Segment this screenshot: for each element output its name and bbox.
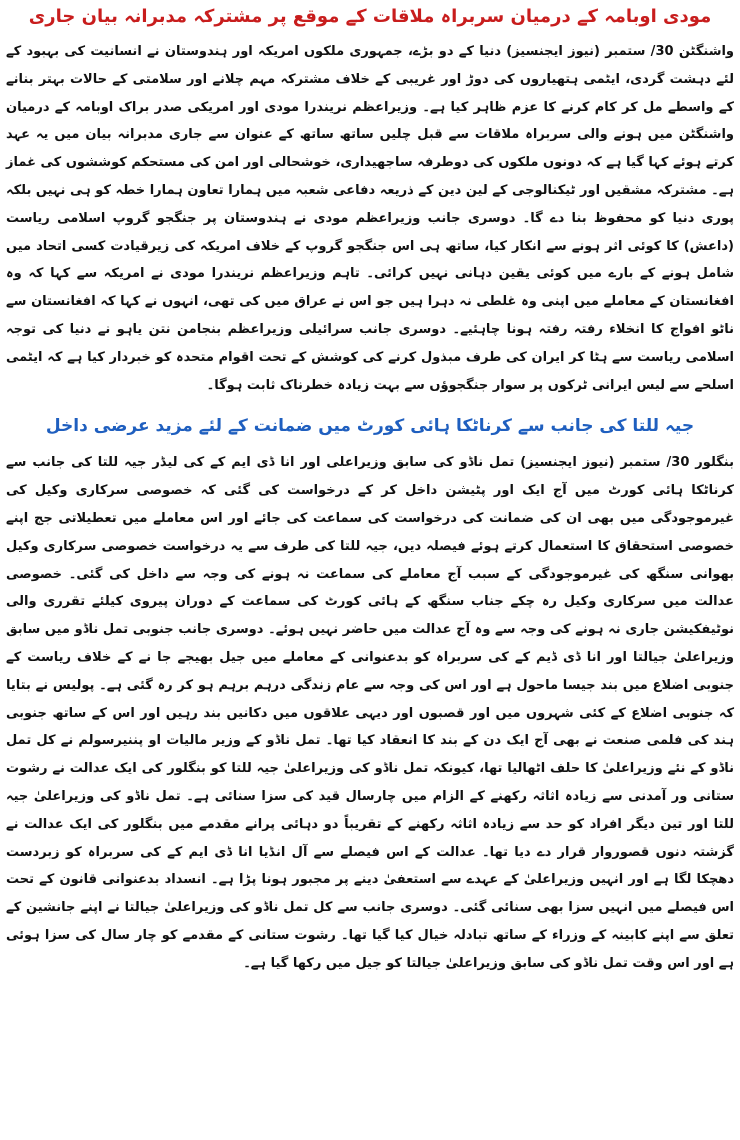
article2-body: بنگلور 30/ ستمبر (نیوز ایجنسیز) تمل ناڈو کی سابق وزیراعلی اور انا ڈی ایم کے کی لیڈر جیہ للتا کی جانب سے کرناٹکا ہائی کورٹ میں آج ایک اور پٹیشن داخل کر کے درخواست کی گئی کہ خصوصی سرکاری وکیل کی غیرموجودگی میں بھی ان کی ضمانت کی درخواست کی سماعت کی جائے اور اس معاملے میں تعطیلاتی جج اپنے خصوصی استحقاق کا استعمال کرتے ہوئے فیصلہ دیں، جیہ للتا کی طرف سے یہ درخواست خصوصی سرکاری وکیل بھوانی سنگھ کی غیرموجودگی کے سبب آج معاملے کی سماعت نہ ہونے کی وجہ سے داخل کی گئی۔ خصوصی عدالت میں سرکاری وکیل رہ چکے جناب سنگھ کے ہائی کورٹ کی سماعت کے دوران پیروی کیلئے تقرری والی نوٹیفکیشن جاری نہ ہونے کی وجہ سے وہ آج عدالت میں حاضر نہیں ہوئے۔ دوسری جانب جنوبی تمل ناڈو میں سابق وزیراعلیٰ جیالتا اور انا ڈی ڈیم کے کی سربراہ کو بدعنوانی کے معاملے میں جیل بھیجے جا نے کے خلاف ریاست کے جنوبی اضلاع میں بند جیسا ماحول ہے اور اس کی وجہ سے عام زندگی درہم برہم ہو کر رہ گئی ہے۔ پولیس نے بتایا کہ جنوبی اضلاع کے کئی شہروں میں اور قصبوں اور دیہی علاقوں میں دکانیں بند رہیں اور اس کے ساتھ جنوبی ہند کی فلمی صنعت نے بھی آج ایک دن کے بند کا انعقاد کیا تھا۔ تمل ناڈو کے وزیر مالیات او پننیرسولم نے کل تمل ناڈو کے نئے وزیراعلیٰ کا حلف اٹھالیا تھا، کیونکہ تمل ناڈو کی وزیراعلیٰ جیہ للتا کو بنگلور کی ایک عدالت نے رشوت ستانی ور آمدنی سے زیادہ اثاثہ رکھنے کے الزام میں چارسال قید کی سزا سنائی ہے۔ تمل ناڈو کی وزیراعلیٰ جیہ للتا اور تین دیگر افراد کو حد سے زیادہ اثاثہ رکھنے کے تقریباً دو دہائی پرانے مقدمے میں بنگلور کی ایک عدالت نے گزشتہ دنوں قصوروار قرار دے دیا تھا۔ عدالت کے اس فیصلے سے آل انڈیا انا ڈی ایم کے کی سربراہ کو زبردست دھچکا لگا ہے اور انہیں وزیراعلیٰ کے عہدے سے استعفیٰ دینے پر مجبور ہونا پڑا ہے۔ انسداد بدعنوانی قانون کے تحت اس فیصلے میں انہیں سزا بھی سنائی گئی۔ دوسری جانب سے کل تمل ناڈو کی وزیراعلیٰ جیالتا نے اپنے جانشین کے تعلق سے اپنے کابینہ کے وزراء کے ساتھ تبادلہ خیال کیا گیا تھا۔ رشوت ستانی کے مقدمے کو چار سال کی سزا ہوئی ہے اور اس وقت تمل ناڈو کی سابق وزیراعلیٰ جیالتا کو جیل میں رکھا گیا ہے۔ [6,455,734,971]
article2-headline: جیہ للتا کی جانب سے کرناٹکا ہائی کورٹ میں ضمانت کے لئے مزید عرضی داخل [45,416,695,437]
article1-headline: مودی اوبامہ کے درمیان سربراہ ملاقات کے موقع پر مشترکہ مدبرانہ بیان جاری [28,6,712,27]
article1-body: واشنگٹن 30/ ستمبر (نیوز ایجنسیز) دنیا کے دو بڑے، جمہوری ملکوں امریکہ اور ہندوستان نے انسانیت کی بہبود کے لئے دہشت گردی، ایٹمی ہتھیاروں کی دوڑ اور غریبی کے خلاف مشترکہ مہم چلانے اور سلامتی کے حالات بہتر بنانے کے واسطے مل کر کام کرنے کا عزم ظاہر کیا ہے۔ وزیراعظم نریندرا مودی اور امریکی صدر براک اوبامہ کے درمیان واشنگٹن میں ہونے والی سربراہ ملاقات سے قبل چلیں ساتھ ساتھ کے عنوان سے جاری مدبرانہ بیان میں یہ عہد کرتے ہوئے کہا گیا ہے کہ دونوں ملکوں کی دوطرفہ ساجھیداری، خوشحالی اور امن کی مستحکم کوششوں کی غماز ہے۔ مشترکہ مشقیں اور ٹیکنالوجی کے لین دین کے ذریعہ دفاعی شعبہ میں ہمارا تعاون ہمارا خطہ کو ہی نہیں بلکہ پوری دنیا کو محفوظ بنا دے گا۔ دوسری جانب وزیراعظم مودی نے ہندوستان پر جنگجو گروپ اسلامی ریاست (داعش) کا کوئی اثر ہونے سے انکار کیا، ساتھ ہی اس جنگجو گروپ کے خلاف امریکہ کی زیرقیادت کسی اتحاد میں شامل ہونے کے بارے میں کوئی یقین دہانی نہیں کرائی۔ تاہم وزیراعظم نریندرا مودی نے امریکہ سے کہا کہ وہ افغانستان کے معاملے میں اپنی وہ غلطی نہ دہرا ہیں جو اس نے عراق میں کی تھی، انہوں نے کہا کہ افغانستان سے ناٹو افواج کا انخلاء رفتہ رفتہ ہونا چاہئیے۔ دوسری جانب سرائیلی وزیراعظم بنجامن نتن یاہو نے دنیا کی توجہ اسلامی ریاست سے ہٹا کر ایران کی طرف مبذول کرنے کی کوشش کے تحت اقوام متحدہ کو خبردار کیا ہے کہ ایٹمی اسلحے سے لیس ایرانی ٹرکوں پر سوار جنگجوؤں سے بہت زیادہ خطرناک ثابت ہوگا۔ [6,44,735,393]
